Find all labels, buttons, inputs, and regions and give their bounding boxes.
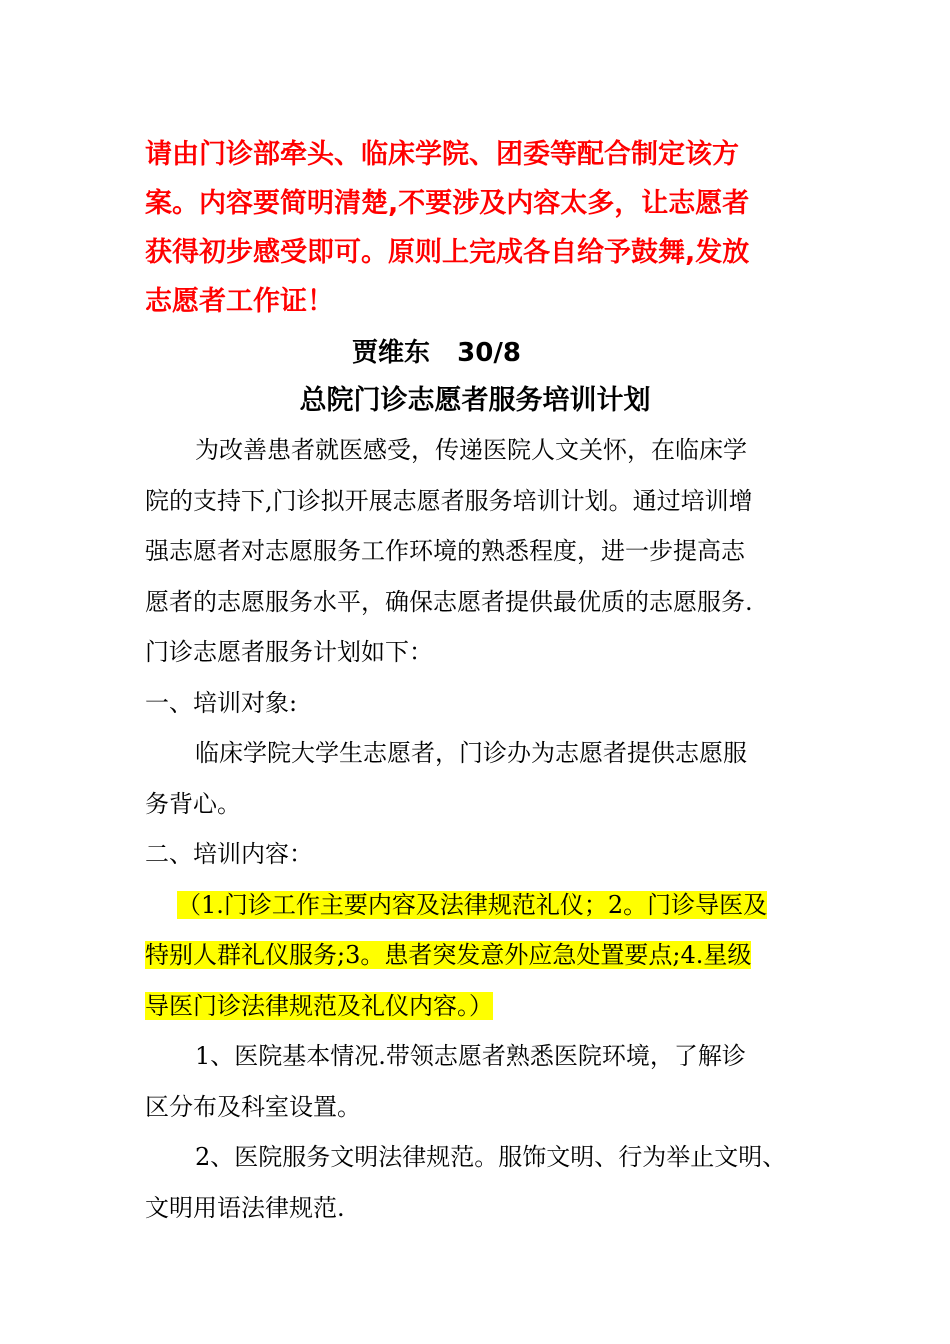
intro-paragraph-line: 门诊志愿者服务计划如下： bbox=[145, 638, 433, 666]
red-review-note bbox=[145, 130, 815, 326]
intro-paragraph-line: 强志愿者对志愿服务工作环境的熟悉程度，进一步提高志 bbox=[145, 537, 745, 565]
section1-paragraph-line: 务背心。 bbox=[145, 789, 241, 818]
intro-paragraph-line: 院的支持下,门诊拟开展志愿者服务培训计划。通过培训增 bbox=[145, 486, 753, 515]
signature-date: 贾维东 30/8 bbox=[352, 338, 521, 368]
highlight-text: 特别人群礼仪服务;3。患者突发意外应急处置要点;4.星级 bbox=[145, 941, 752, 969]
highlight-text: 导医门诊法律规范及礼仪内容。） bbox=[145, 991, 493, 1020]
highlight-text: （1.门诊工作主要内容及法律规范礼仪；2。门诊导医及 bbox=[177, 890, 768, 919]
section-heading-training-content: 二、培训内容： bbox=[145, 840, 313, 868]
highlighted-line bbox=[145, 981, 835, 1032]
highlighted-line bbox=[145, 930, 835, 981]
item2-line: 2、医院服务文明法律规范。服饰文明、行为举止文明、 bbox=[195, 1143, 787, 1171]
note-line: 志愿者工作证！ bbox=[145, 286, 334, 317]
note-line: 请由门诊部牵头、临床学院、团委等配合制定该方 bbox=[145, 139, 739, 170]
intro-paragraph-line: 愿者的志愿服务水平，确保志愿者提供最优质的志愿服务. bbox=[145, 587, 753, 616]
note-line: 案。内容要简明清楚,不要涉及内容太多，让志愿者 bbox=[145, 188, 750, 219]
section1-paragraph-line: 临床学院大学生志愿者，门诊办为志愿者提供志愿服 bbox=[195, 739, 747, 767]
item1-line: 1、医院基本情况.带领志愿者熟悉医院环境，了解诊 bbox=[195, 1042, 746, 1070]
intro-paragraph-line: 为改善患者就医感受，传递医院人文关怀，在临床学 bbox=[195, 436, 747, 464]
document-body bbox=[145, 425, 835, 1233]
item2-line: 文明用语法律规范. bbox=[145, 1193, 345, 1222]
section-heading-training-target: 一、培训对象: bbox=[145, 688, 298, 717]
item1-line: 区分布及科室设置。 bbox=[145, 1092, 361, 1121]
note-line: 获得初步感受即可。原则上完成各自给予鼓舞,发放 bbox=[145, 237, 750, 268]
highlighted-line bbox=[145, 880, 835, 931]
document-title: 总院门诊志愿者服务培训计划 bbox=[299, 385, 651, 416]
